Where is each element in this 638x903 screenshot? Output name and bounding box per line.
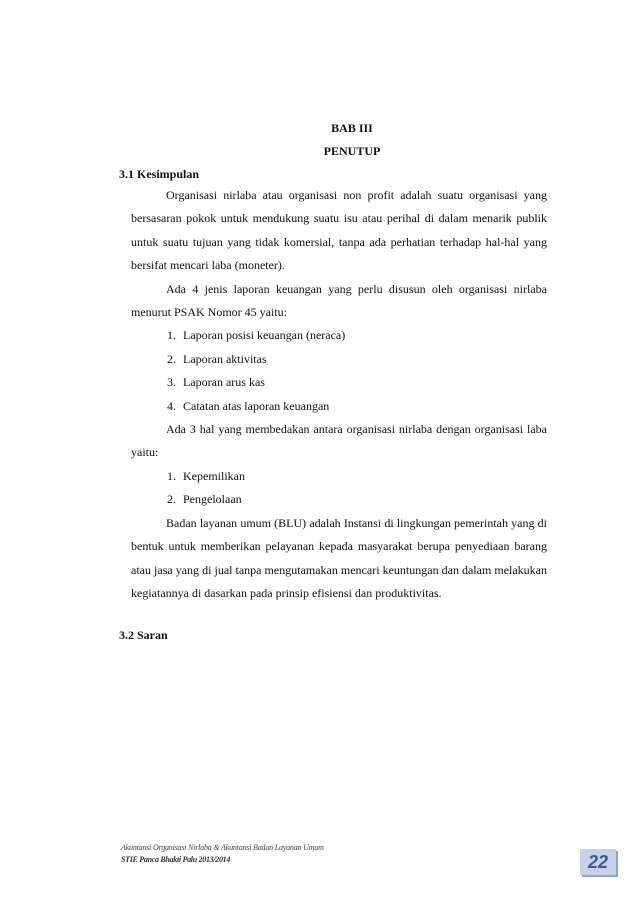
chapter-number: BAB III — [331, 121, 373, 135]
list-item: 2. Laporan aktivitas — [167, 351, 267, 366]
paragraph-perbedaan-intro: Ada 3 hal yang membedakan antara organisasi nirlaba dengan organisasi laba yaitu: — [131, 422, 547, 460]
chapter-title: PENUTUP — [323, 144, 381, 158]
footer-institution: STIE Panca Bhakti Palu 2013/2014 — [121, 855, 231, 864]
list-item: 1. Kepemilikan — [167, 468, 245, 483]
list-perbedaan — [131, 465, 547, 512]
section-body-kesimpulan — [131, 184, 547, 605]
paragraph-nirlaba-definition: Organisasi nirlaba atau organisasi non profit adalah suatu organisasi yang bersasaran pokok untuk mendukung suatu isu atau perihal di dalam menarik publik untuk suatu tujuan yang tidak komersial, tanpa ada perhatian terhadap hal-hal yang bersifat mencari laba (moneter). — [131, 188, 547, 273]
paragraph-laporan-intro: Ada 4 jenis laporan keuangan yang perlu disusun oleh organisasi nirlaba menurut PSAK Nomor 45 yaitu: — [131, 281, 547, 320]
list-item: 2. Pengelolaan — [167, 492, 242, 507]
paragraph-blu-definition: Badan layanan umum (BLU) adalah Instansi di lingkungan pemerintah yang di bentuk untuk memberikan pelayanan kepada masyarakat berupa penyediaan barang atau jasa yang di jual tanpa mengutamakan mencari keuntungan dan dalam melakukan kegiatannya di dasarkan pada prinsip efisiensi dan produktivitas. — [131, 515, 547, 600]
page-number-badge: 22 — [580, 849, 616, 875]
list-item: 4. Catatan atas laporan keuangan — [167, 398, 330, 413]
footer-course-title: Akuntansi Organisasi Nirlaba & Akuntansi Badan Layanan Umum — [121, 843, 324, 852]
section-heading-saran: 3.2 Saran — [119, 628, 168, 642]
list-item: 1. Laporan posisi keuangan (neraca) — [167, 328, 346, 343]
section-heading-kesimpulan: 3.1 Kesimpulan — [119, 167, 200, 181]
list-item: 3. Laporan arus kas — [167, 375, 265, 390]
list-laporan-keuangan — [131, 324, 547, 418]
